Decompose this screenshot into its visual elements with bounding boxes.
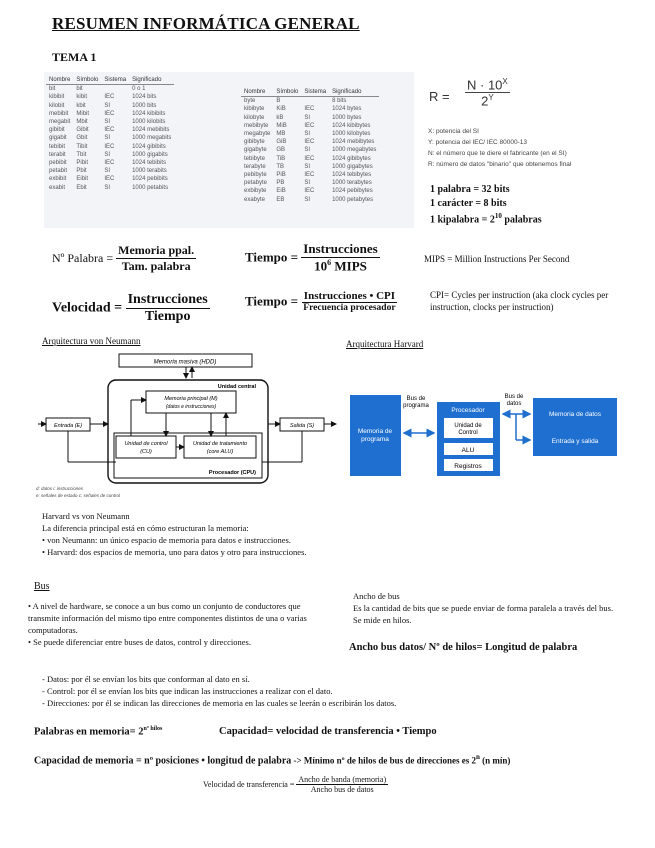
table-cell: pebibyte xyxy=(244,172,267,179)
table-cell: Mbit xyxy=(76,119,88,126)
mem-ppal-label2: (datos e instrucciones) xyxy=(165,404,217,410)
r-formula-num-exp: X xyxy=(502,77,508,86)
table-cell: 1024 gibibytes xyxy=(332,155,371,162)
svg-text:programa: programa xyxy=(403,403,429,409)
alu-label: Unidad de tratamiento xyxy=(192,441,248,447)
unidad-central-label: Unidad central xyxy=(217,384,256,390)
bus-type: - Control: por él se envían los bits que indican las instrucciones a realizar con el dato. xyxy=(42,686,333,696)
table-cell: 1000 kilobits xyxy=(132,119,166,126)
table-cell xyxy=(301,97,329,106)
table-cell: mebibit xyxy=(49,110,69,117)
r-note: R: número de datos "binario" que obtenemos final xyxy=(428,161,572,168)
word-fact: 1 carácter = 8 bits xyxy=(430,197,507,209)
comparison-heading: Harvard vs von Neumann xyxy=(42,511,130,521)
formula-tiempo-cpi xyxy=(245,290,398,313)
vonneumann-legend: d: datos i: instrucciones xyxy=(36,486,84,491)
velocidad-transferencia: Velocidad de transferencia = $\frac{\text{Ancho de banda (memoria)}}{\text{Ancho bus de datos}}$ xyxy=(203,775,387,794)
svg-text:Control: Control xyxy=(458,430,478,436)
table1-header: Significado xyxy=(129,76,174,85)
palabras-en-memoria: Palabras en memoria= $2^{nº hilos}$ xyxy=(34,726,163,738)
table-cell: PiB xyxy=(276,172,286,179)
bus-paragraph: • Se puede diferenciar entre buses de datos, control y direcciones. xyxy=(28,637,251,647)
table1-header: Sistema xyxy=(101,76,129,85)
bus-heading: Bus xyxy=(34,581,50,592)
table-cell: SI xyxy=(304,131,311,138)
table-cell: kibibyte xyxy=(244,106,265,113)
table-row xyxy=(46,143,174,151)
table-cell: MB xyxy=(276,131,286,138)
table-cell: 1024 mebibytes xyxy=(332,139,375,146)
table2-header: Sistema xyxy=(301,88,329,97)
table-row xyxy=(241,155,379,163)
es-label: Entrada y salida xyxy=(551,438,599,445)
table-cell: tebibyte xyxy=(244,155,266,162)
vonneumann-diagram xyxy=(36,350,341,500)
table-cell: bit xyxy=(76,86,83,93)
r-formula-lhs: R = xyxy=(429,89,450,104)
formula-lhs: Tiempo = xyxy=(245,293,299,309)
formula-den: Tiempo xyxy=(144,309,191,324)
mem-masiva-label: Memoria masiva (HDD) xyxy=(153,359,217,366)
table-cell: SI xyxy=(104,168,111,175)
byte-units-table xyxy=(241,88,379,204)
mem-programa-label: Memoria de xyxy=(357,428,393,435)
table-cell: SI xyxy=(304,114,311,121)
r-formula xyxy=(425,75,585,123)
bus-type: - Direcciones: por él se indican las direcciones de memoria en las cuales se leerán o escribirán los datos. xyxy=(42,698,397,708)
table-cell: gigabyte xyxy=(244,147,267,154)
table-cell: kibit xyxy=(76,94,88,101)
table-cell: SI xyxy=(104,151,111,158)
bus-types xyxy=(42,673,396,709)
formula-lhs: Velocidad = xyxy=(52,300,123,316)
section-tema: TEMA 1 xyxy=(52,50,97,64)
table-row xyxy=(46,85,174,94)
table-cell: Gibit xyxy=(76,127,89,134)
table-row xyxy=(241,179,379,187)
formula-lhs: Nº Palabra = xyxy=(52,251,114,265)
table-cell: kilobyte xyxy=(244,114,265,121)
table-cell: PB xyxy=(276,180,285,187)
table-cell: 1000 gigabytes xyxy=(332,163,373,170)
harvard-heading: Arquitectura Harvard xyxy=(346,339,424,349)
mem-ppal-label: Memoria principal (M) xyxy=(164,396,218,402)
table-cell: TiB xyxy=(276,155,286,162)
r-formula-num: N · 10 xyxy=(467,77,503,93)
table-cell: SI xyxy=(304,163,311,170)
r-note: Y: potencia del IEC/ IEC 80000-13 xyxy=(428,139,528,146)
table2-header: Nombre xyxy=(241,88,273,97)
table-cell: Tibit xyxy=(76,143,88,150)
table-cell: TB xyxy=(276,163,285,170)
formula-num: Instrucciones xyxy=(127,292,208,307)
table1-header: Símbolo xyxy=(73,76,101,85)
table-cell: SI xyxy=(104,102,111,109)
page-title: RESUMEN INFORMÁTICA GENERAL xyxy=(52,14,360,33)
table-cell: 1000 kilobytes xyxy=(332,131,371,138)
table-cell: IEC xyxy=(304,188,315,195)
svg-text:programa: programa xyxy=(361,436,389,443)
table-cell: bit xyxy=(49,86,56,93)
cpu-label: Procesador (CPU) xyxy=(208,470,256,476)
table-row xyxy=(241,146,379,154)
word-fact: 1 palabra = 32 bits xyxy=(430,184,510,195)
table-cell: 8 bits xyxy=(332,98,347,105)
r-note: X: potencia del SI xyxy=(428,128,479,135)
table-cell: Tbit xyxy=(76,151,87,158)
table-cell: 1024 kibibits xyxy=(132,110,166,117)
table-cell: Mibit xyxy=(76,110,90,117)
table-row xyxy=(46,126,174,134)
table2-header: Símbolo xyxy=(273,88,301,97)
table-row xyxy=(241,171,379,179)
table-cell: 1000 terabytes xyxy=(332,180,372,187)
r-formula-den-exp: Y xyxy=(488,93,494,103)
table-cell: 1024 bits xyxy=(132,94,157,101)
cpi-definition: CPI= Cycles per instruction (aka clock cycles per instruction, clocks per instruction) xyxy=(430,290,609,312)
table-row xyxy=(46,184,174,192)
table-cell: 1024 tebibytes xyxy=(332,172,372,179)
table-cell: 1024 bytes xyxy=(332,106,362,113)
table-row xyxy=(241,196,379,204)
table-row xyxy=(46,134,174,142)
table-cell: tebibit xyxy=(49,143,66,150)
formula-den: Tam. palabra xyxy=(121,259,191,273)
capacidad-memoria: Capacidad de memoria = nº posiciones • longitud de palabra -> Mínimo nº de hilos de bus de direcciones es 2$^n$ (n mín) xyxy=(34,753,511,767)
alu-harvard-label: ALU xyxy=(461,447,475,454)
table-cell: IEC xyxy=(104,127,115,134)
table-cell: IEC xyxy=(104,110,115,117)
table-cell: kB xyxy=(276,114,284,121)
table-cell: gigabit xyxy=(49,135,67,142)
table-cell: 1000 terabits xyxy=(132,168,167,175)
table-cell: IEC xyxy=(104,143,115,150)
word-fact: 1 kipalabra = $2^{10}$ palabras xyxy=(430,212,542,226)
mem-datos-label: Memoria de datos xyxy=(548,411,602,418)
table-cell: kibibit xyxy=(49,94,65,101)
table-cell: 1000 megabits xyxy=(132,135,172,142)
table-row xyxy=(46,110,174,118)
word-facts xyxy=(430,183,542,227)
table-cell: 1000 bits xyxy=(132,102,157,109)
formula-lhs: Tiempo = xyxy=(245,249,299,265)
table-cell: GB xyxy=(276,147,286,154)
table-cell: B xyxy=(276,98,281,105)
table-cell: 1024 kibibytes xyxy=(332,122,371,129)
formula-den: Frecuencia procesador xyxy=(303,303,396,313)
table-cell: Pbit xyxy=(76,168,87,175)
capacidad-formula: Capacidad= velocidad de transferencia • Tiempo xyxy=(219,726,437,737)
table-cell: 1024 tebibits xyxy=(132,160,167,167)
table-cell: megabit xyxy=(49,119,71,126)
table-row xyxy=(241,138,379,146)
table-cell: Pibit xyxy=(76,160,89,167)
uc-harvard-label: Unidad de xyxy=(454,423,482,429)
table1-header: Nombre xyxy=(46,76,73,85)
table-row xyxy=(46,93,174,101)
table-cell: kilobit xyxy=(49,102,65,109)
harvard-diagram xyxy=(348,385,620,481)
table-row xyxy=(46,167,174,175)
ancho-bus-text: Es la cantidad de bits que se puede enviar de forma paralela a través del bus. Se mide en hilos. xyxy=(353,603,614,625)
vonneumann-legend: e: señales de estado c: señales de control xyxy=(36,493,121,498)
table-cell: 1024 mebibits xyxy=(132,127,170,134)
table-cell: SI xyxy=(104,135,111,142)
table-row xyxy=(46,118,174,126)
table-cell: 1000 gigabits xyxy=(132,151,168,158)
table-cell: EiB xyxy=(276,188,286,195)
table-cell: SI xyxy=(104,119,111,126)
table-cell: megabyte xyxy=(244,131,271,138)
table-cell: 1000 megabytes xyxy=(332,147,377,154)
table-row xyxy=(46,151,174,159)
table-cell: 1024 pebibits xyxy=(132,176,168,183)
table-cell: IEC xyxy=(304,155,315,162)
comparison-line: • von Neumann: un único espacio de memoria para datos e instrucciones. xyxy=(42,535,291,545)
comparison-line: • Harvard: dos espacios de memoria, uno para datos y otro para instrucciones. xyxy=(42,547,307,557)
table-cell: IEC xyxy=(104,94,115,101)
table-cell: pebibit xyxy=(49,160,67,167)
ancho-bus-heading: Ancho de bus xyxy=(353,591,400,601)
table-cell: terabyte xyxy=(244,163,266,170)
table-cell: exbibit xyxy=(49,176,67,183)
bus-programa-label: Bus de xyxy=(406,396,426,402)
table-cell xyxy=(101,85,129,94)
comparison-block xyxy=(42,510,307,558)
table-row xyxy=(241,163,379,171)
registros-label: Registros xyxy=(454,463,482,470)
table-cell: byte xyxy=(244,98,256,105)
table-row xyxy=(241,187,379,195)
table-cell: SI xyxy=(304,196,311,203)
formula-num: Instrucciones • CPI xyxy=(303,290,396,302)
table-cell: terabit xyxy=(49,151,66,158)
r-note: N: el número que te diere el fabricante (en el SI) xyxy=(428,150,567,157)
formula-num: Memoria ppal. xyxy=(118,243,195,257)
table2-header: Significado xyxy=(329,88,379,97)
table-cell: kbit xyxy=(76,102,86,109)
table-cell: IEC xyxy=(104,176,115,183)
bus-datos-label: Bus de xyxy=(504,394,524,400)
table-cell: 1000 petabits xyxy=(132,184,169,191)
table-cell: MiB xyxy=(276,122,287,129)
table-cell: 1024 gibibits xyxy=(132,143,166,150)
svg-text:datos: datos xyxy=(506,401,522,407)
formula-npalabra xyxy=(52,243,196,274)
table-cell: petabyte xyxy=(244,180,268,187)
comparison-line: La diferencia principal está en cómo estructuran la memoria: xyxy=(42,523,249,533)
table-cell: IEC xyxy=(304,122,315,129)
bus-type: - Datos: por él se envían los bits que conforman al dato en sí. xyxy=(42,674,250,684)
ancho-bus-block xyxy=(353,590,623,626)
procesador-label: Procesador xyxy=(451,407,485,414)
r-notes xyxy=(428,126,571,170)
table-cell: exabit xyxy=(49,184,66,191)
table-cell: 0 o 1 xyxy=(132,86,146,93)
table-row xyxy=(241,130,379,138)
table-cell: GiB xyxy=(276,139,287,146)
table-row xyxy=(241,122,379,130)
table-row xyxy=(241,97,379,106)
table-row xyxy=(46,175,174,183)
mips-definition: MIPS = Million Instructions Per Second xyxy=(424,254,570,264)
uc-label: Unidad de control xyxy=(124,441,168,447)
table-cell: KiB xyxy=(276,106,286,113)
table-row xyxy=(46,159,174,167)
ancho-bus-formula: Ancho bus datos/ Nº de hilos= Longitud de palabra xyxy=(349,642,578,653)
table-row xyxy=(46,102,174,110)
bus-paragraph: • A nivel de hardware, se conoce a un bus como un conjunto de conductores que transmite información del mismo tipo entre componentes distintos de una o varias computadoras. xyxy=(28,601,307,635)
table-cell: 1000 bytes xyxy=(332,114,362,121)
table-cell: Gbit xyxy=(76,135,88,142)
salida-label: Salida (S) xyxy=(289,423,315,429)
table-row xyxy=(241,114,379,122)
table-cell: EB xyxy=(276,196,285,203)
vonneumann-heading: Arquitectura von Neumann xyxy=(42,336,141,346)
table-cell: gibibyte xyxy=(244,139,265,146)
table-cell: exabyte xyxy=(244,196,266,203)
table-cell: SI xyxy=(304,180,311,187)
table-cell: petabit xyxy=(49,168,68,175)
table-cell: 1000 petabytes xyxy=(332,196,374,203)
table-cell: SI xyxy=(304,147,311,154)
table-cell: Eibit xyxy=(76,176,89,183)
alu-label2: (core ALU) xyxy=(206,449,234,455)
table-cell: gibibit xyxy=(49,127,65,134)
entrada-label: Entrada (E) xyxy=(53,423,83,429)
uc-label2: (CU) xyxy=(140,449,152,455)
table-cell: exbibyte xyxy=(244,188,267,195)
table-row xyxy=(241,105,379,113)
table-cell: 1024 pebibytes xyxy=(332,188,373,195)
formula-tiempo-mips: Tiempo = $\frac{\text{Instrucciones}}{10^6 MIPS}$ xyxy=(245,241,378,274)
table-cell: IEC xyxy=(304,139,315,146)
table-cell: mebibyte xyxy=(244,122,269,129)
table-cell: IEC xyxy=(304,106,315,113)
table-cell: IEC xyxy=(304,172,315,179)
r-formula-den: 2 xyxy=(481,93,489,109)
table-cell: Ebit xyxy=(76,184,87,191)
formula-velocidad xyxy=(52,292,210,325)
formula-num: Instrucciones xyxy=(303,241,378,256)
table-cell: IEC xyxy=(104,160,115,167)
bit-units-table xyxy=(46,76,174,192)
bus-definition xyxy=(28,600,328,648)
table-cell: SI xyxy=(104,184,111,191)
